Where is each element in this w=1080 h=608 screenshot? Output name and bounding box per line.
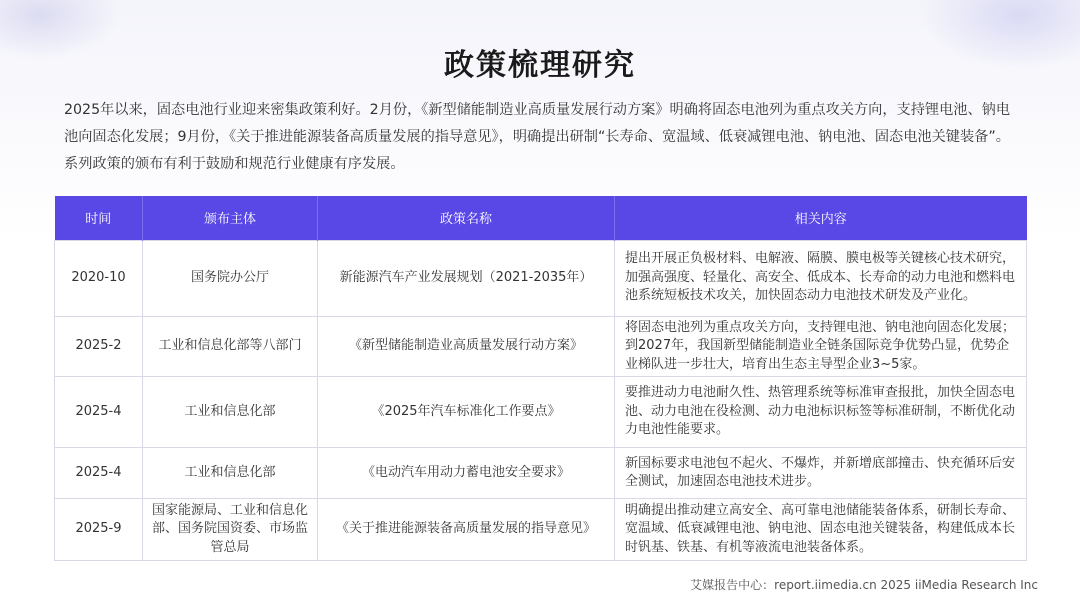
- cell-issuer: 工业和信息化部等八部门: [143, 316, 318, 377]
- cell-policy-name: 《关于推进能源装备高质量发展的指导意见》: [318, 499, 615, 561]
- header-policy-name: 政策名称: [318, 196, 615, 240]
- cell-issuer: 工业和信息化部: [143, 448, 318, 499]
- cell-issuer: 国家能源局、工业和信息化部、国务院国资委、市场监管总局: [143, 499, 318, 561]
- header-issuer: 颁布主体: [143, 196, 318, 240]
- intro-paragraph: 2025年以来，固态电池行业迎来密集政策利好。2月份，《新型储能制造业高质量发展行动方案》明确将固态电池列为重点攻关方向，支持锂电池、钠电池向固态化发展；9月份，《关于推进能源装备高质量发展的指导意见》，明确提出研制“长寿命、宽温域、低衰减锂电池、钠电池、固态电池关键装备”。系列政策的颁布有利于鼓励和规范行业健康有序发展。: [64, 102, 1011, 172]
- cell-issuer: 国务院办公厅: [143, 240, 318, 316]
- cell-time: 2025-4: [55, 377, 143, 448]
- cell-time: 2025-2: [55, 316, 143, 377]
- table-row: [55, 316, 1027, 377]
- table-row: [55, 240, 1027, 316]
- table-header-row: [55, 196, 1027, 240]
- cell-content: 新国标要求电池包不起火、不爆炸，并新增底部撞击、快充循环后安全测试，加速固态电池技术进步。: [615, 448, 1027, 499]
- cell-content: 明确提出推动建立高安全、高可靠电池储能装备体系，研制长寿命、宽温域、低衰减锂电池、钠电池、固态电池关键装备，构建低成本长时钒基、铁基、有机等液流电池装备体系。: [615, 499, 1027, 561]
- cell-time: 2025-9: [55, 499, 143, 561]
- cell-time: 2025-4: [55, 448, 143, 499]
- source-footer: 艾媒报告中心：report.iimedia.cn 2025 iiMedia Research Inc: [690, 578, 1038, 592]
- table-row: [55, 499, 1027, 561]
- page-title: 政策梳理研究: [444, 48, 636, 83]
- cell-policy-name: 《2025年汽车标准化工作要点》: [318, 377, 615, 448]
- cell-policy-name: 《新型储能制造业高质量发展行动方案》: [318, 316, 615, 377]
- header-content: 相关内容: [615, 196, 1027, 240]
- cell-issuer: 工业和信息化部: [143, 377, 318, 448]
- cell-content: 将固态电池列为重点攻关方向，支持锂电池、钠电池向固态化发展；到2027年，我国新型储能制造业全链条国际竞争优势凸显，优势企业梯队进一步壮大，培育出生态主导型企业3~5家。: [615, 316, 1027, 377]
- policy-table: [54, 196, 1027, 561]
- cell-policy-name: 《电动汽车用动力蓄电池安全要求》: [318, 448, 615, 499]
- cell-content: 要推进动力电池耐久性、热管理系统等标准审查报批，加快全固态电池、动力电池在役检测、动力电池标识标签等标准研制，不断优化动力电池性能要求。: [615, 377, 1027, 448]
- cell-policy-name: 新能源汽车产业发展规划（2021-2035年）: [318, 240, 615, 316]
- cell-time: 2020-10: [55, 240, 143, 316]
- table-row: [55, 448, 1027, 499]
- cell-content: 提出开展正负极材料、电解液、隔膜、膜电极等关键核心技术研究，加强高强度、轻量化、高安全、低成本、长寿命的动力电池和燃料电池系统短板技术攻关，加快固态动力电池技术研发及产业化。: [615, 240, 1027, 316]
- table-row: [55, 377, 1027, 448]
- header-time: 时间: [55, 196, 143, 240]
